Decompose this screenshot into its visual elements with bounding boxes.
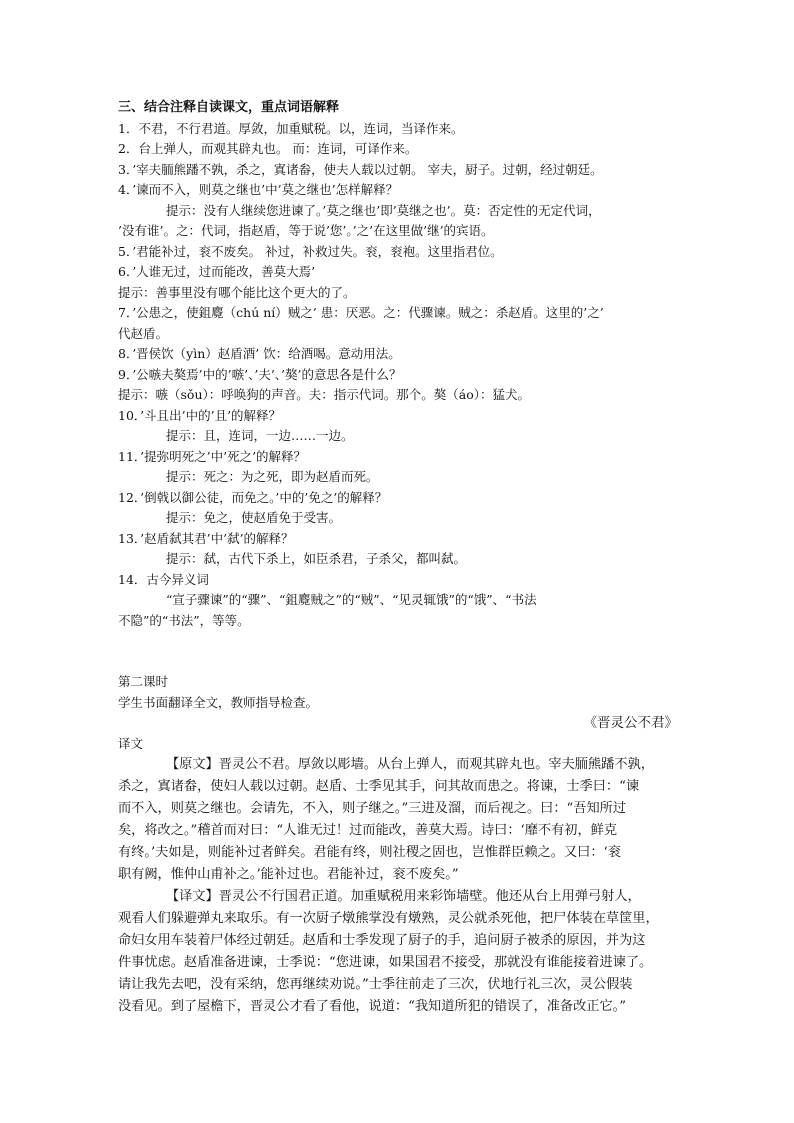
paragraph-line: 有终。’夫如是，则能补过者鲜矣。君能有终，则社稷之固也，岂惟群臣赖之。又曰：‘衮 <box>118 845 621 860</box>
note-line: 5．’君能补过，衮不废矣。 补过，补救过失。衮，衮袍。这里指君位。 <box>118 243 503 259</box>
hint-line: 提示：死之：为之死，即为赵盾而死。 <box>166 469 379 484</box>
hint-line: 提示：善事里没有哪个能比这个更大的了。 <box>118 284 356 300</box>
note-line: 不隐”的“书法”，等等。 <box>118 612 250 628</box>
note-line: 代赵盾。 <box>118 325 169 341</box>
paragraph-line: 矣，将改之。”稽首而对曰：“人谁无过！过而能改，善莫大焉。诗曰：‘靡不有初，鲜克 <box>118 823 618 838</box>
hint-line: ’没有谁’。之：代词，指赵盾，等于说’您’。’之’在这里做’继’的宾语。 <box>118 223 494 238</box>
translation-label: 译文 <box>118 735 144 751</box>
hint-line: 提示：没有人继续您进谏了。’莫之继也’即’莫继之也’。莫：否定性的无定代词， <box>166 202 601 218</box>
note-line: 8．’晋侯饮（yìn）赵盾酒’ 饮：给酒喝。意动用法。 <box>118 346 401 361</box>
note-line: 2．台上弹人，而观其辟丸也。 而：连词，可译作来。 <box>118 141 418 156</box>
paragraph-line: 命妇女用车装着尸体经过朝廷。赵盾和士季发现了厨子的手，追问厨子被杀的原因，并为这 <box>118 933 646 948</box>
section-gap <box>118 631 678 672</box>
note-line: 6．’人谁无过，过而能改，善莫大焉’ <box>118 264 316 279</box>
section-heading: 三、结合注释自读课文，重点词语解释 <box>118 100 340 115</box>
paragraph-line: 【原文】晋灵公不君。厚敛以彫墙。从台上弹人，而观其辟丸也。宰夫胹熊蹯不孰， <box>166 757 654 772</box>
lesson-task: 学生书面翻译全文，教师指导检查。 <box>118 694 319 710</box>
note-line: 14．古今异义词 <box>118 571 209 587</box>
paragraph-line: 没看见。到了屋檐下，晋灵公才看了看他，说道：“我知道所犯的错误了，准备改正它。” <box>118 999 627 1014</box>
text-title: 《晋灵公不君》 <box>583 715 678 731</box>
paragraph-line: 请让我先去吧，没有采纳，您再继续劝说。”士季往前走了三次，伏地行礼三次，灵公假装 <box>118 977 633 992</box>
hint-line: 提示：嗾（sǒu）：呼唤狗的声音。夫：指示代词。那个。獒（áo）：猛犬。 <box>118 387 530 402</box>
note-line: 10．’斗且出’中的’且’的解释？ <box>118 407 282 423</box>
lesson-title: 第二课时 <box>118 674 169 689</box>
note-line: 3．’宰夫胹熊蹯不孰，杀之，寘诸畚，使夫人载以过朝。 宰夫，厨子。过朝，经过朝廷。 <box>118 161 603 177</box>
paragraph-line: 件事忧虑。赵盾准备进谏，士季说：“您进谏，如果国君不接受，那就没有谁能接着进谏了。 <box>118 955 653 970</box>
note-line: 13．’赵盾弑其君’中’弑’的解释？ <box>118 530 294 546</box>
paragraph-line: 杀之，寘诸畚，使妇人载以过朝。赵盾、士季见其手，问其故而患之。将谏，士季曰：“谏 <box>118 779 640 794</box>
translation-paragraph <box>118 886 678 1018</box>
note-line: 7．’公患之，使鉏麑（chú ní）贼之’ 患：厌恶。之：代骤谏。贼之：杀赵盾。这里的’之’ <box>118 305 604 320</box>
document-content <box>118 98 678 1018</box>
note-line: 9．’公嗾夫獒焉’中的’嗾’、’夫’、’獒’的意思各是什么？ <box>118 366 402 382</box>
paragraph-line: 【译文】晋灵公不行国君正道。加重赋税用来彩饰墙壁。他还从台上用弹弓射人， <box>166 889 641 904</box>
hint-line: 提示：免之，使赵盾免于受害。 <box>166 510 342 525</box>
hint-line: 提示：且，连词，一边……一边。 <box>166 428 354 443</box>
paragraph-line: 观看人们躲避弹丸来取乐。有一次厨子燉熊掌没有燉熟，灵公就杀死他，把尸体装在草筐里， <box>118 911 659 926</box>
note-line: 12．’倒戟以御公徒，而免之。’中的’免之’的解释？ <box>118 489 388 505</box>
hint-line: 提示：弑，古代下杀上，如臣杀君，子杀父，都叫弑。 <box>166 551 467 566</box>
original-paragraph <box>118 754 678 886</box>
paragraph-line: 职有阙，惟仲山甫补之。’能补过也。君能补过，衮不废矣。” <box>118 867 459 882</box>
note-line: 1．不君，不行君道。厚敛，加重赋税。以，连词，当译作来。 <box>118 120 464 136</box>
paragraph-line: 而不入，则莫之继也。会请先，不入，则子继之。”三进及溜，而后视之。曰：“吾知所过 <box>118 801 627 816</box>
note-line: 11．’提弥明死之’中’死之’的解释？ <box>118 448 307 464</box>
note-line: “宣子骤谏”的“骤”、“鉏麑贼之”的“贼”、“见灵辄饿”的“饿”、“书法 <box>166 592 537 607</box>
note-line: 4．’谏而不入，则莫之继也’中’莫之继也’怎样解释？ <box>118 182 399 197</box>
